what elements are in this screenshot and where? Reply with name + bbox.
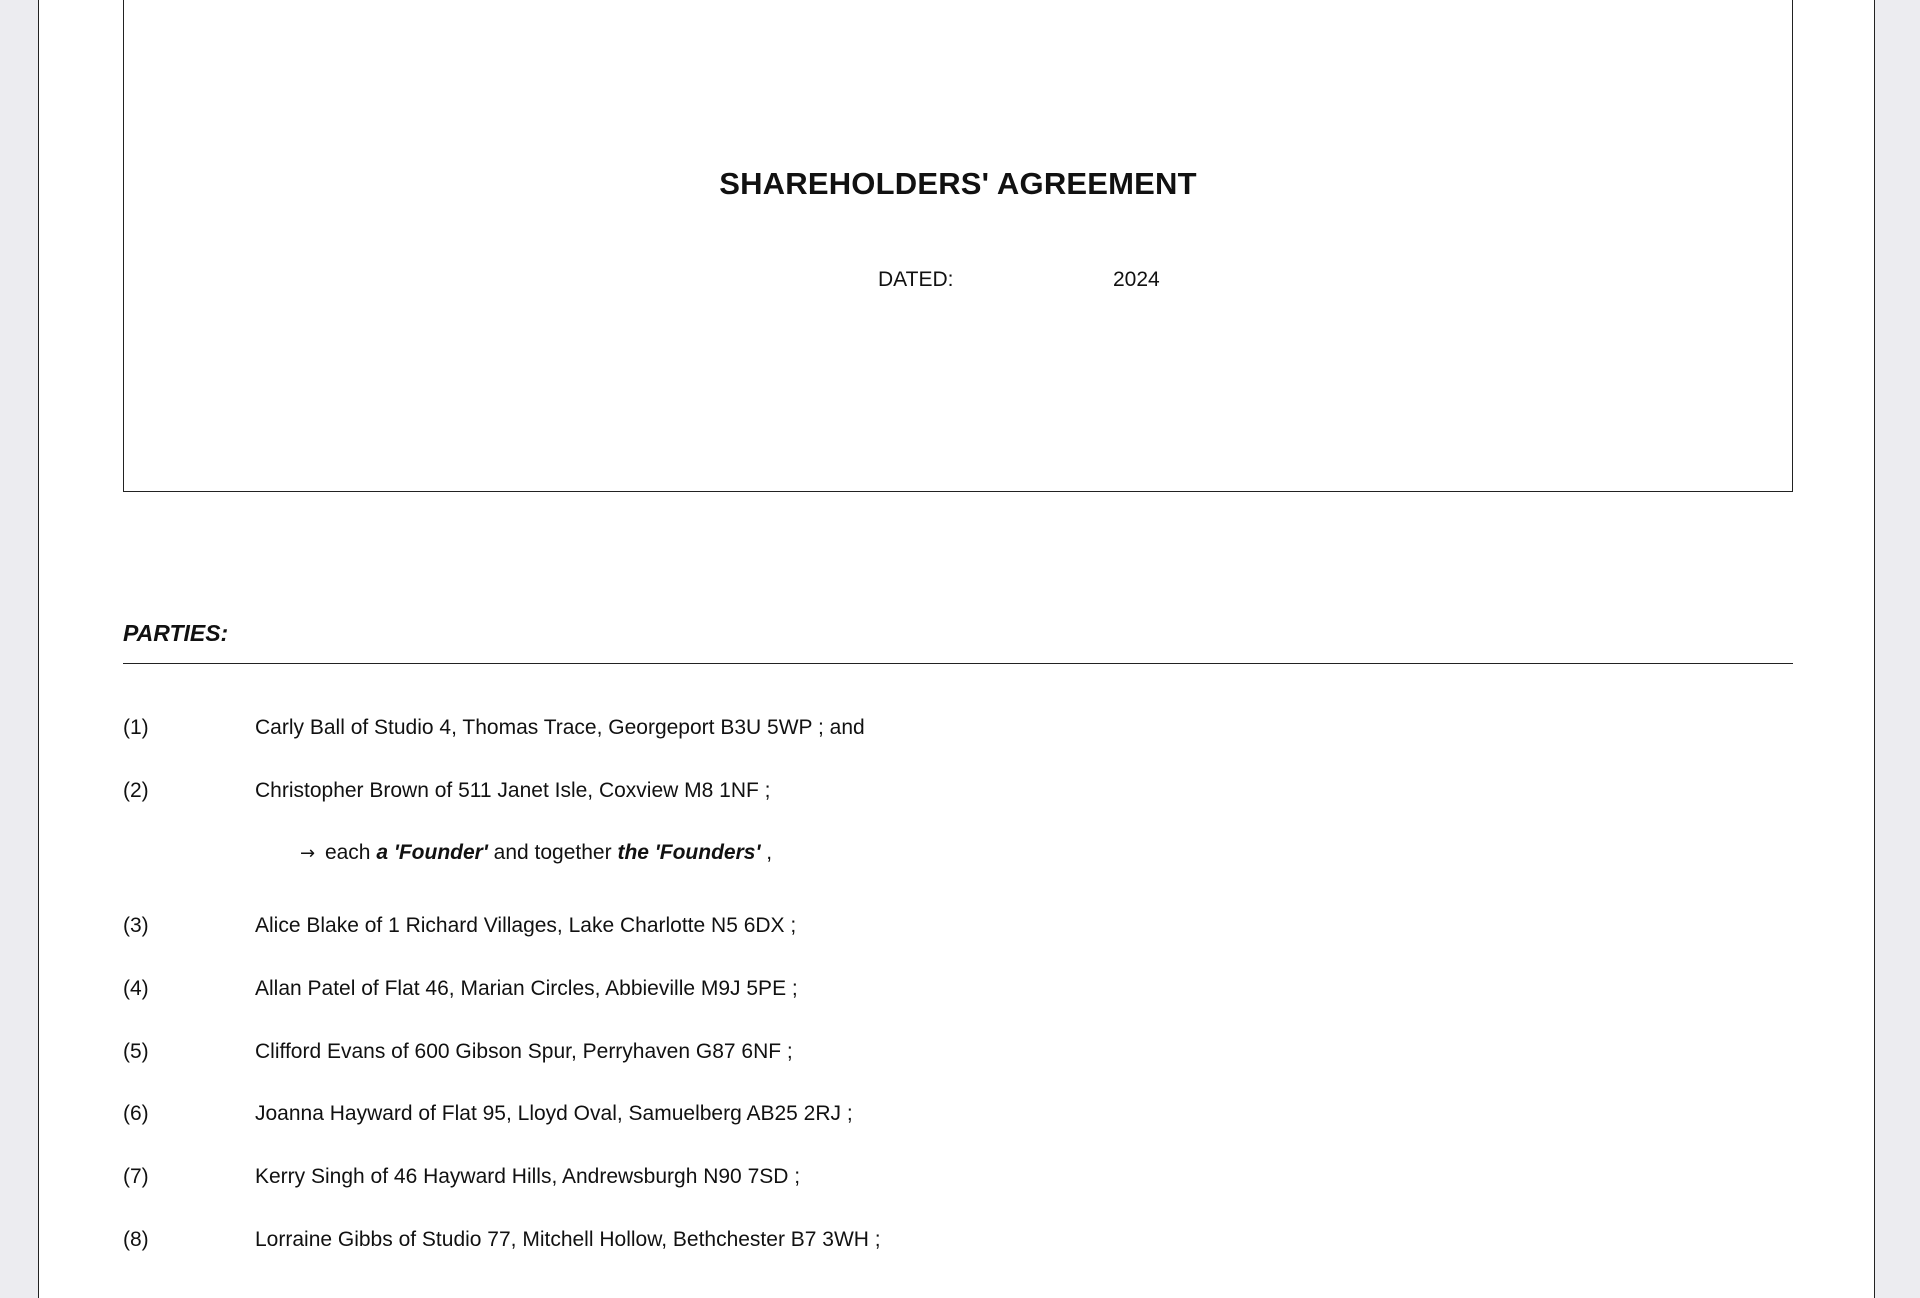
document-title: SHAREHOLDERS' AGREEMENT	[719, 166, 1197, 201]
dated-label: DATED:	[878, 268, 954, 291]
party-number: (8)	[123, 1228, 149, 1251]
parties-heading: PARTIES:	[123, 620, 229, 646]
dated-year: 2024	[1113, 268, 1160, 291]
party-number: (5)	[123, 1040, 149, 1063]
party-text: Kerry Singh of 46 Hayward Hills, Andrewsburgh N90 7SD ;	[255, 1165, 801, 1188]
party-text: Clifford Evans of 600 Gibson Spur, Perryhaven G87 6NF ;	[255, 1040, 793, 1063]
arrow-right-icon: →	[300, 843, 316, 864]
party-number: (4)	[123, 977, 149, 1000]
party-number: (6)	[123, 1102, 149, 1125]
founder-middle: and together	[493, 841, 612, 864]
party-number: (7)	[123, 1165, 149, 1188]
party-text: Carly Ball of Studio 4, Thomas Trace, Georgeport B3U 5WP ; and	[255, 716, 865, 739]
founder-suffix: ,	[766, 841, 773, 864]
party-number: (2)	[123, 779, 149, 802]
cover-box	[123, 0, 1793, 492]
document-page	[38, 0, 1875, 1298]
founder-singular-term: a 'Founder'	[376, 841, 488, 864]
founder-plural-term: the 'Founders'	[617, 841, 761, 864]
party-number: (3)	[123, 914, 149, 937]
party-number: (1)	[123, 716, 149, 739]
party-text: Joanna Hayward of Flat 95, Lloyd Oval, Samuelberg AB25 2RJ ;	[255, 1102, 853, 1125]
party-text: Alice Blake of 1 Richard Villages, Lake Charlotte N5 6DX ;	[255, 914, 797, 937]
parties-divider	[123, 663, 1793, 664]
party-text: Christopher Brown of 511 Janet Isle, Coxview M8 1NF ;	[255, 779, 771, 802]
party-text: Allan Patel of Flat 46, Marian Circles, Abbieville M9J 5PE ;	[255, 977, 798, 1000]
founder-prefix: each	[324, 841, 371, 864]
party-text: Lorraine Gibbs of Studio 77, Mitchell Hollow, Bethchester B7 3WH ;	[255, 1228, 881, 1251]
founder-definition	[300, 841, 772, 865]
